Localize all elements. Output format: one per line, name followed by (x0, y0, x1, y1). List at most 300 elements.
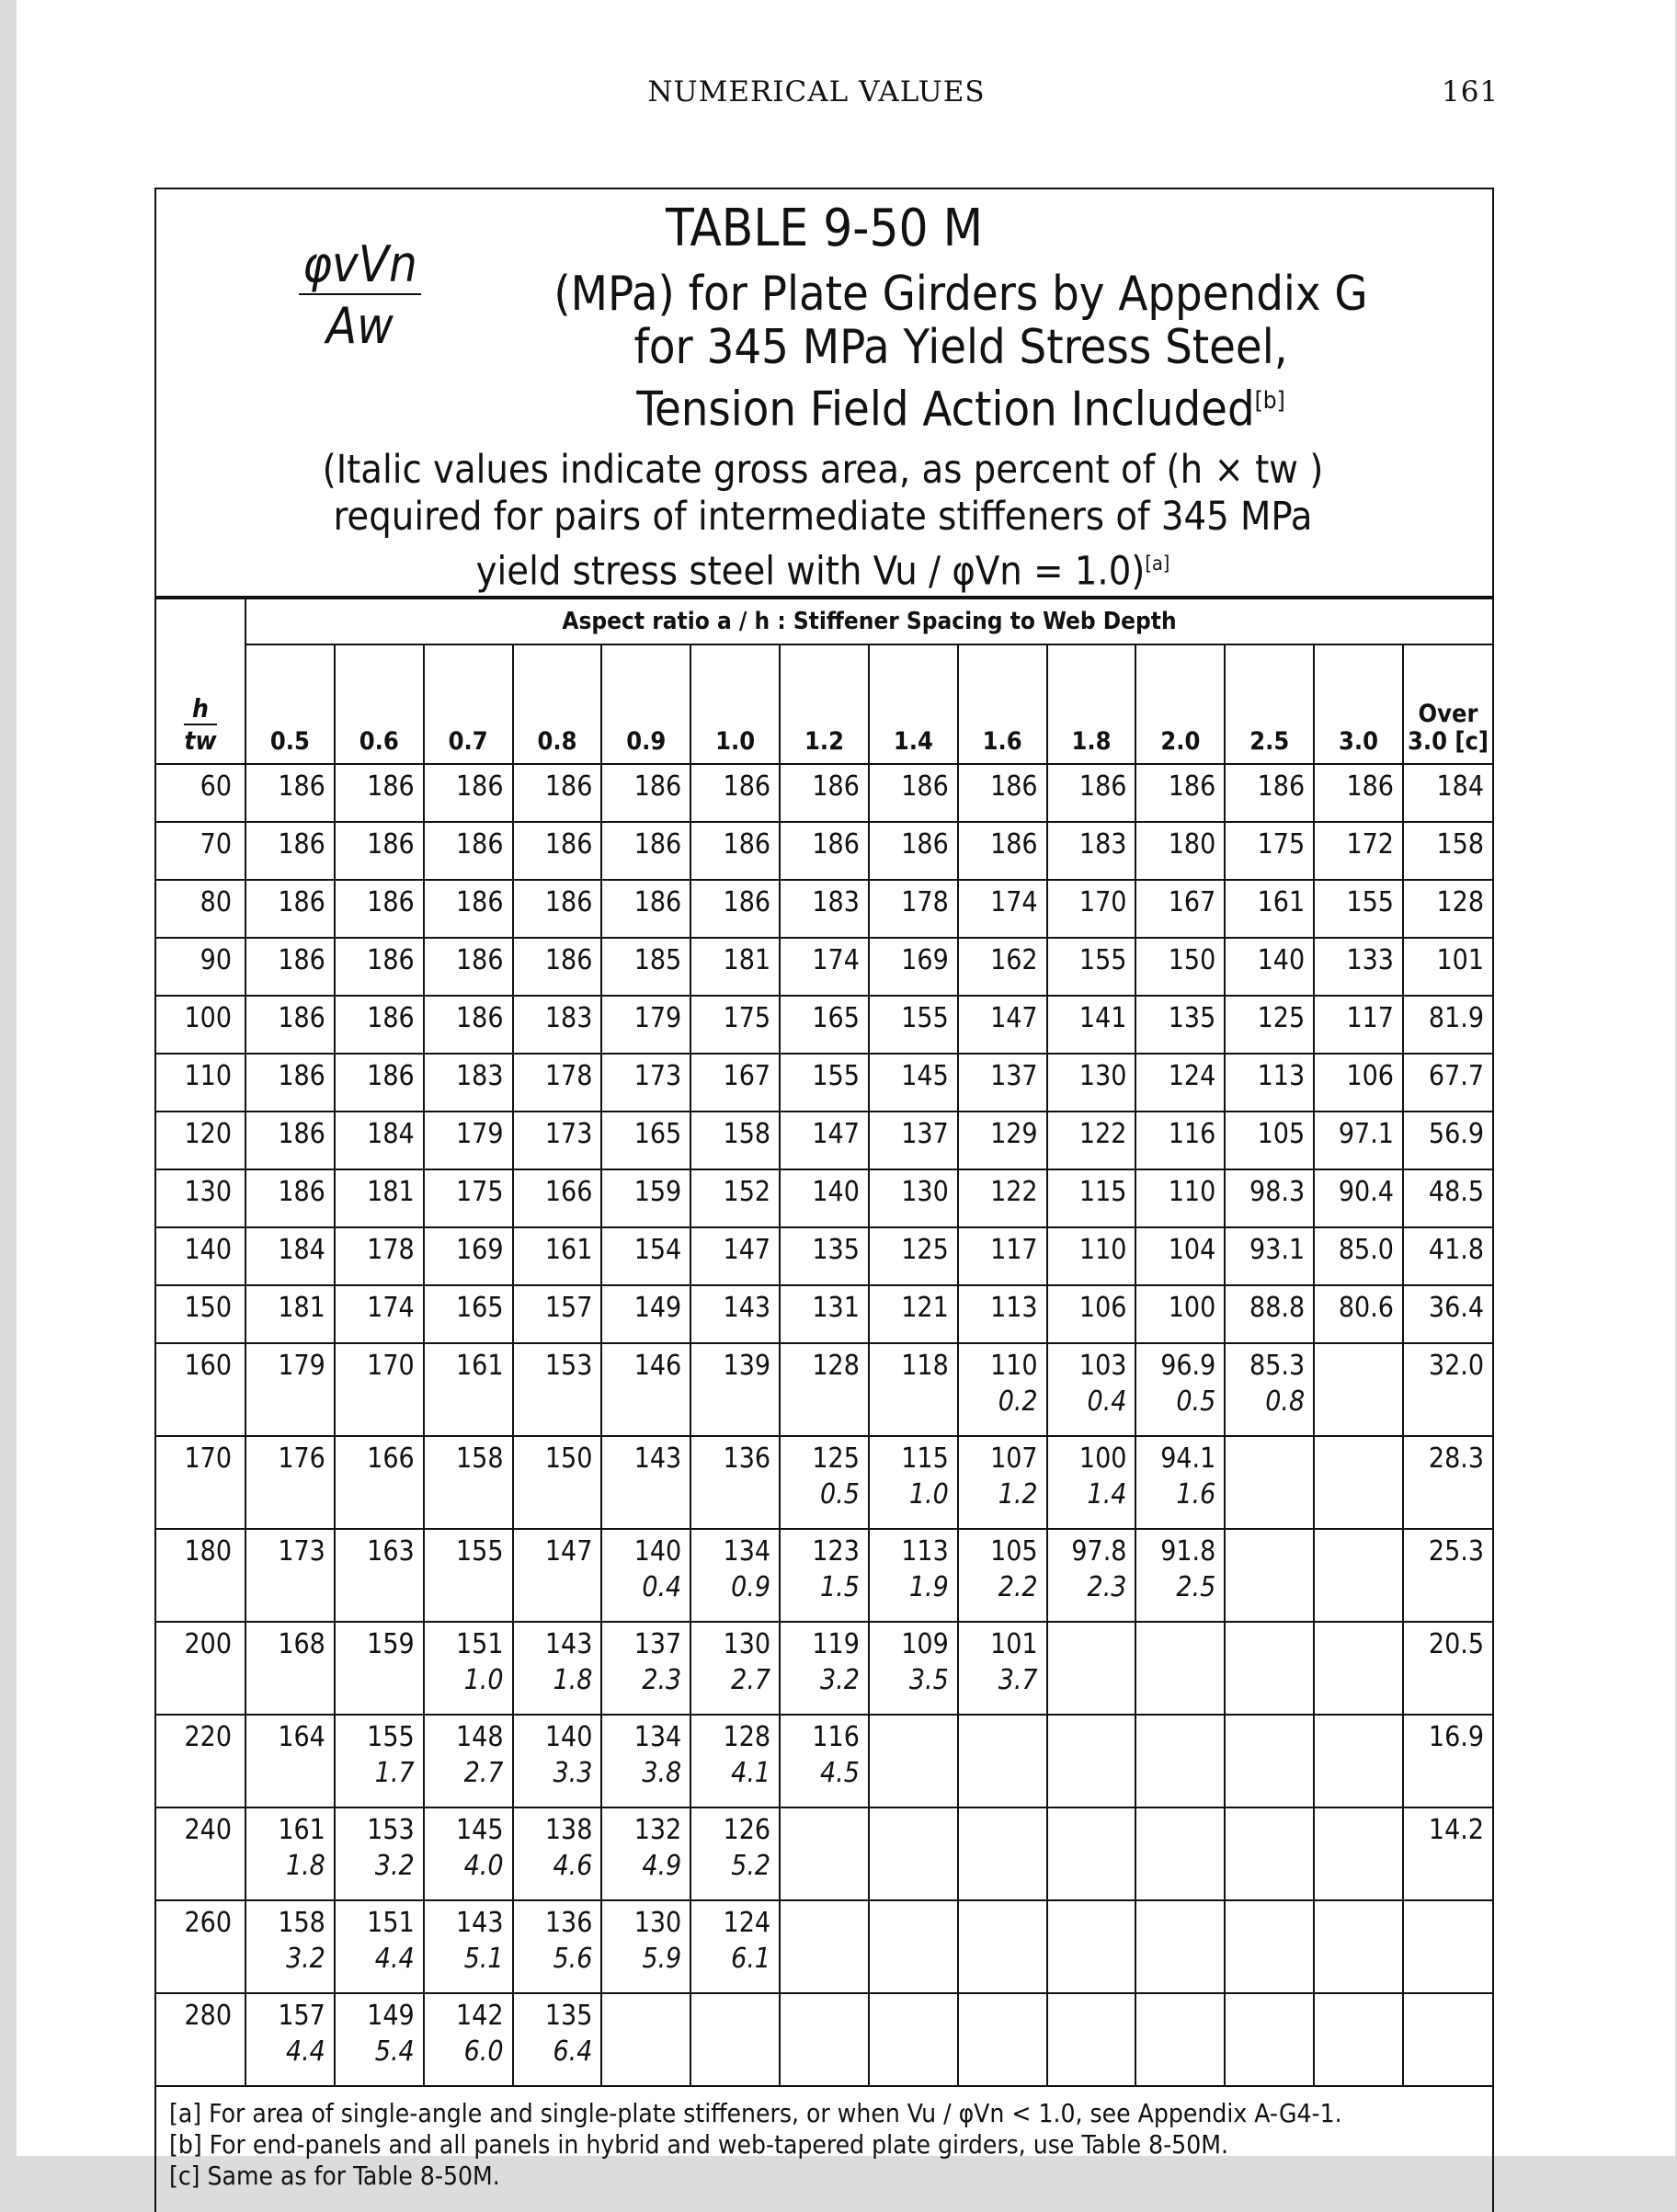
table-row (156, 1993, 1492, 2086)
table-cell (424, 1807, 513, 1900)
stiffener-area-percent: 3.2 (820, 1664, 860, 1696)
table-cell (690, 1807, 780, 1900)
shear-strength-value: 185 (633, 944, 682, 976)
table-cell (780, 1285, 869, 1343)
stiffener-area-percent: 5.1 (463, 1943, 504, 1975)
table-cell (245, 1807, 335, 1900)
table-cell (335, 1169, 424, 1227)
aspect-ratio-header: Aspect ratio a / h : Stiffener Spacing to Web Depth (245, 599, 1492, 644)
table-cell (1314, 1054, 1403, 1112)
table-cell (1047, 1529, 1136, 1622)
table-cell (1225, 764, 1314, 822)
table-row (156, 1807, 1492, 1900)
document-page (17, 0, 1675, 2191)
table-cell (958, 1436, 1047, 1529)
shear-strength-value: 155 (901, 1002, 949, 1034)
row-header-numerator: h (184, 693, 216, 725)
table-cell (1135, 1529, 1225, 1622)
table-cell (780, 1227, 869, 1285)
subtitle-line-3-wrap (432, 374, 1489, 436)
subtitle-line-1: (MPa) for Plate Girders by Appendix G (553, 267, 1368, 322)
table-cell (1225, 1112, 1314, 1169)
shear-strength-value: 170 (367, 1350, 415, 1382)
table-cell (245, 880, 335, 938)
table-cell (513, 996, 602, 1054)
table-subtitle (432, 268, 1489, 436)
stiffener-area-percent: 2.2 (998, 1571, 1038, 1603)
table-cell (601, 822, 690, 880)
table-cell (690, 1112, 780, 1169)
table-cell (424, 1436, 513, 1529)
table-cell (869, 1285, 958, 1343)
shear-strength-value: 179 (278, 1350, 325, 1382)
table-cell (780, 1993, 869, 2086)
table-cell (1403, 1054, 1492, 1112)
table-cell (1314, 1715, 1403, 1807)
stiffener-area-percent: 3.2 (285, 1943, 325, 1975)
shear-strength-value: 186 (367, 828, 415, 861)
shear-strength-value: 184 (278, 1234, 325, 1266)
shear-strength-value: 186 (723, 828, 771, 861)
table-cell (335, 1227, 424, 1285)
table-cell (1047, 1169, 1136, 1227)
shear-strength-value: 94.1 (1160, 1442, 1216, 1475)
shear-strength-value: 134 (633, 1721, 682, 1753)
table-cell (1047, 1993, 1136, 2086)
table-cell (1047, 822, 1136, 880)
stiffener-area-percent: 3.3 (553, 1757, 593, 1789)
table-cell (869, 1227, 958, 1285)
table-cell (1403, 822, 1492, 880)
stiffener-area-percent: 1.6 (1176, 1478, 1216, 1511)
stiffener-area-percent: 1.9 (908, 1571, 949, 1603)
shear-strength-value: 125 (901, 1234, 949, 1266)
shear-strength-value: 186 (1078, 770, 1127, 803)
row-h-over-tw: 160 (156, 1343, 245, 1436)
table-cell (424, 822, 513, 880)
table-cell (690, 1343, 780, 1436)
running-head-title: NUMERICAL VALUES (647, 75, 986, 108)
table-cell (601, 1227, 690, 1285)
table-cell (424, 880, 513, 938)
shear-strength-value: 186 (278, 1060, 325, 1092)
shear-strength-value: 179 (456, 1118, 504, 1150)
table-cell (1403, 1622, 1492, 1715)
shear-strength-fraction (299, 235, 421, 355)
italic-values-note (294, 447, 1352, 595)
stiffener-area-percent: 6.0 (463, 2035, 504, 2068)
table-cell (424, 938, 513, 996)
shear-strength-value: 125 (1257, 1002, 1306, 1034)
shear-strength-value: 186 (544, 944, 593, 976)
shear-strength-value: 186 (367, 1002, 415, 1034)
shear-strength-value: 179 (633, 1002, 682, 1034)
table-cell (958, 938, 1047, 996)
stiffener-area-percent: 3.8 (642, 1757, 682, 1789)
shear-strength-value: 166 (544, 1176, 593, 1208)
stiffener-area-percent: 6.1 (731, 1943, 771, 1975)
shear-strength-value: 115 (1078, 1176, 1127, 1208)
table-cell (869, 1993, 958, 2086)
shear-strength-value: 85.0 (1338, 1234, 1394, 1266)
table-cell (335, 1900, 424, 1993)
table-cell (513, 1169, 602, 1227)
shear-strength-value: 143 (456, 1907, 504, 1939)
table-cell (690, 938, 780, 996)
table-cell (958, 1715, 1047, 1807)
table-cell (1047, 1285, 1136, 1343)
shear-strength-value: 151 (367, 1907, 415, 1939)
table-cell (1403, 1343, 1492, 1436)
column-header: 1.6 (958, 644, 1047, 764)
table-cell (1135, 880, 1225, 938)
column-header: 0.9 (601, 644, 690, 764)
table-cell (690, 1715, 780, 1807)
table-row (156, 1622, 1492, 1715)
table-cell (958, 1054, 1047, 1112)
table-cell (958, 996, 1047, 1054)
table-cell (601, 1715, 690, 1807)
table-cell (335, 1285, 424, 1343)
table-cell (780, 1807, 869, 1900)
shear-strength-value: 110 (990, 1350, 1038, 1382)
table-cell (1135, 1054, 1225, 1112)
shear-strength-value: 170 (1078, 886, 1127, 918)
shear-strength-value: 180 (1168, 828, 1216, 861)
table-cell (869, 764, 958, 822)
table-cell (690, 1436, 780, 1529)
shear-strength-value: 186 (544, 828, 593, 861)
shear-strength-value: 97.1 (1338, 1118, 1394, 1150)
shear-strength-value: 122 (1078, 1118, 1127, 1150)
shear-strength-value: 181 (367, 1176, 415, 1208)
shear-strength-value: 186 (812, 770, 860, 803)
shear-strength-value: 155 (812, 1060, 860, 1092)
table-cell (780, 1112, 869, 1169)
shear-strength-value: 186 (367, 1060, 415, 1092)
shear-strength-value: 148 (456, 1721, 504, 1753)
table-cell (513, 938, 602, 996)
shear-strength-value: 113 (901, 1535, 949, 1568)
table-cell (869, 1343, 958, 1436)
stiffener-area-percent: 4.4 (374, 1943, 415, 1975)
shear-strength-value: 143 (723, 1292, 771, 1324)
table-cell (958, 1622, 1047, 1715)
table-cell (245, 1436, 335, 1529)
footnote-ref-b: [b] (1254, 387, 1285, 415)
stiffener-area-percent: 1.2 (998, 1478, 1038, 1511)
column-header: 3.0 (1314, 644, 1403, 764)
row-h-over-tw: 90 (156, 938, 245, 996)
table-cell (1135, 764, 1225, 822)
row-header-h-over-tw (156, 599, 245, 764)
table-cell (335, 1993, 424, 2086)
stiffener-area-percent: 0.8 (1265, 1385, 1306, 1418)
table-cell (1135, 938, 1225, 996)
table-cell (513, 1807, 602, 1900)
shear-strength-value: 80.6 (1338, 1292, 1394, 1324)
shear-strength-value: 165 (812, 1002, 860, 1034)
shear-strength-value: 137 (633, 1628, 682, 1660)
shear-strength-value: 178 (901, 886, 949, 918)
shear-strength-value: 115 (901, 1442, 949, 1475)
table-cell (424, 764, 513, 822)
shear-strength-value: 97.8 (1071, 1535, 1127, 1568)
footnote-c: [c] Same as for Table 8-50M. (169, 2161, 500, 2191)
table-cell (245, 1900, 335, 1993)
shear-strength-value: 178 (544, 1060, 593, 1092)
shear-strength-value: 149 (367, 2000, 415, 2032)
table-cell (424, 1529, 513, 1622)
table-cell (1225, 822, 1314, 880)
shear-strength-value: 161 (1257, 886, 1306, 918)
shear-strength-value: 165 (633, 1118, 682, 1150)
table-cell (780, 996, 869, 1054)
table-cell (245, 1227, 335, 1285)
table-cell (869, 1529, 958, 1622)
shear-strength-value: 162 (990, 944, 1038, 976)
row-h-over-tw: 260 (156, 1900, 245, 1993)
table-row (156, 1054, 1492, 1112)
table-cell (601, 1343, 690, 1436)
table-cell (869, 996, 958, 1054)
shear-strength-value: 113 (990, 1292, 1038, 1324)
shear-strength-value: 151 (456, 1628, 504, 1660)
shear-strength-value: 91.8 (1160, 1535, 1216, 1568)
table-cell (335, 996, 424, 1054)
shear-strength-value: 166 (367, 1442, 415, 1475)
row-h-over-tw: 240 (156, 1807, 245, 1900)
shear-strength-value: 181 (278, 1292, 325, 1324)
table-cell (601, 880, 690, 938)
stiffener-area-percent: 5.2 (731, 1850, 771, 1882)
stiffener-area-percent: 4.4 (285, 2035, 325, 2068)
shear-strength-value: 186 (544, 770, 593, 803)
shear-strength-value: 90.4 (1338, 1176, 1394, 1208)
shear-strength-value: 139 (723, 1350, 771, 1382)
table-cell (245, 1993, 335, 2086)
table-cell (1314, 1169, 1403, 1227)
shear-strength-value: 128 (1436, 886, 1484, 918)
table-cell (245, 1112, 335, 1169)
shear-strength-value: 175 (456, 1176, 504, 1208)
shear-strength-value: 121 (901, 1292, 949, 1324)
column-header: 2.0 (1135, 644, 1225, 764)
table-cell (1047, 996, 1136, 1054)
shear-strength-value: 158 (1436, 828, 1484, 861)
shear-strength-value: 147 (812, 1118, 860, 1150)
shear-strength-value: 117 (990, 1234, 1038, 1266)
note-line-3: yield stress steel with Vu / φVn = 1.0) (475, 548, 1146, 595)
shear-strength-value: 186 (278, 828, 325, 861)
shear-strength-value: 173 (633, 1060, 682, 1092)
shear-strength-value: 110 (1168, 1176, 1216, 1208)
shear-strength-value: 186 (633, 770, 682, 803)
shear-strength-value: 117 (1346, 1002, 1394, 1034)
table-cell (513, 1622, 602, 1715)
table-cell (958, 822, 1047, 880)
table-cell (1135, 1993, 1225, 2086)
table-cell (1225, 1529, 1314, 1622)
table-cell (245, 996, 335, 1054)
shear-strength-value: 141 (1078, 1002, 1127, 1034)
column-header: 0.5 (245, 644, 335, 764)
table-cell (513, 880, 602, 938)
table-cell (1135, 1285, 1225, 1343)
table-cell (690, 1529, 780, 1622)
table-cell (1314, 822, 1403, 880)
shear-strength-value: 163 (367, 1535, 415, 1568)
table-cell (869, 1807, 958, 1900)
row-h-over-tw: 100 (156, 996, 245, 1054)
shear-strength-value: 128 (812, 1350, 860, 1382)
table-cell (245, 1343, 335, 1436)
column-header: 2.5 (1225, 644, 1314, 764)
shear-strength-value: 116 (812, 1721, 860, 1753)
shear-strength-value: 41.8 (1428, 1234, 1484, 1266)
row-h-over-tw: 220 (156, 1715, 245, 1807)
row-h-over-tw: 130 (156, 1169, 245, 1227)
table-cell (335, 764, 424, 822)
table-cell (1047, 1807, 1136, 1900)
shear-strength-value: 14.2 (1428, 1814, 1484, 1846)
shear-strength-value: 136 (723, 1442, 771, 1475)
shear-strength-value: 25.3 (1428, 1535, 1484, 1568)
table-row (156, 1227, 1492, 1285)
table-row (156, 1285, 1492, 1343)
table-cell (958, 1900, 1047, 1993)
table-cell (690, 1169, 780, 1227)
subtitle-line-2: for 345 MPa Yield Stress Steel, (633, 320, 1288, 375)
shear-strength-value: 100 (1168, 1292, 1216, 1324)
table-cell (1135, 1807, 1225, 1900)
table-cell (601, 764, 690, 822)
stiffener-area-percent: 4.6 (553, 1850, 593, 1882)
table-cell (780, 1343, 869, 1436)
shear-strength-value: 132 (633, 1814, 682, 1846)
table-cell (1047, 764, 1136, 822)
shear-strength-value: 186 (367, 944, 415, 976)
shear-strength-value: 174 (990, 886, 1038, 918)
shear-strength-value: 140 (633, 1535, 682, 1568)
table-cell (1047, 880, 1136, 938)
shear-strength-value: 186 (278, 1176, 325, 1208)
shear-strength-value: 155 (367, 1721, 415, 1753)
table-row (156, 764, 1492, 822)
table-cell (1403, 1900, 1492, 1993)
table-cell (335, 1343, 424, 1436)
table-cell (1135, 1169, 1225, 1227)
shear-strength-value: 186 (990, 828, 1038, 861)
stiffener-area-percent: 2.5 (1176, 1571, 1216, 1603)
shear-strength-value: 173 (278, 1535, 325, 1568)
table-cell (1047, 1622, 1136, 1715)
table-cell (869, 938, 958, 996)
shear-strength-value: 173 (544, 1118, 593, 1150)
table-cell (245, 1285, 335, 1343)
shear-strength-value: 135 (812, 1234, 860, 1266)
table-cell (601, 938, 690, 996)
shear-strength-value: 158 (723, 1118, 771, 1150)
shear-strength-value: 183 (1078, 828, 1127, 861)
shear-strength-value: 176 (278, 1442, 325, 1475)
shear-strength-value: 186 (1346, 770, 1394, 803)
stiffener-area-percent: 5.4 (374, 2035, 415, 2068)
table-row (156, 880, 1492, 938)
table-cell (690, 1622, 780, 1715)
table-cell (690, 764, 780, 822)
column-header: 0.7 (424, 644, 513, 764)
shear-strength-value: 174 (812, 944, 860, 976)
shear-strength-value: 155 (1078, 944, 1127, 976)
table-cell (1225, 1343, 1314, 1436)
table-frame (154, 188, 1494, 2212)
table-cell (1225, 1436, 1314, 1529)
shear-strength-value: 130 (1078, 1060, 1127, 1092)
table-cell (780, 1054, 869, 1112)
table-cell (424, 1054, 513, 1112)
shear-strength-value: 181 (723, 944, 771, 976)
stiffener-area-percent: 6.4 (553, 2035, 593, 2068)
stiffener-area-percent: 1.7 (374, 1757, 415, 1789)
table-cell (335, 938, 424, 996)
shear-strength-value: 186 (1257, 770, 1306, 803)
table-cell (513, 1993, 602, 2086)
table-cell (780, 764, 869, 822)
table-cell (335, 1807, 424, 1900)
shear-strength-value: 178 (367, 1234, 415, 1266)
table-cell (513, 1343, 602, 1436)
shear-strength-value: 138 (544, 1814, 593, 1846)
shear-strength-value: 131 (812, 1292, 860, 1324)
table-cell (1225, 880, 1314, 938)
shear-strength-value: 109 (901, 1628, 949, 1660)
shear-strength-value: 157 (278, 2000, 325, 2032)
table-cell (424, 1112, 513, 1169)
shear-strength-value: 36.4 (1428, 1292, 1484, 1324)
shear-strength-value: 168 (278, 1628, 325, 1660)
stiffener-area-percent: 1.4 (1087, 1478, 1127, 1511)
shear-strength-value: 81.9 (1428, 1002, 1484, 1034)
note-line-3-wrap (294, 541, 1352, 595)
table-cell (1135, 822, 1225, 880)
table-cell (245, 1169, 335, 1227)
shear-strength-value: 107 (990, 1442, 1038, 1475)
table-row (156, 938, 1492, 996)
shear-strength-value: 186 (901, 770, 949, 803)
table-cell (335, 1529, 424, 1622)
table-cell (513, 764, 602, 822)
shear-strength-value: 153 (367, 1814, 415, 1846)
table-cell (245, 1715, 335, 1807)
shear-strength-value: 110 (1078, 1234, 1127, 1266)
table-cell (245, 1529, 335, 1622)
table-cell (780, 822, 869, 880)
shear-strength-value: 164 (278, 1721, 325, 1753)
table-cell (1225, 1285, 1314, 1343)
shear-strength-value: 149 (633, 1292, 682, 1324)
stiffener-area-percent: 4.5 (820, 1757, 860, 1789)
table-cell (958, 1993, 1047, 2086)
table-cell (245, 764, 335, 822)
table-cell (780, 1169, 869, 1227)
table-cell (601, 1622, 690, 1715)
shear-strength-value: 183 (544, 1002, 593, 1034)
shear-strength-value: 161 (456, 1350, 504, 1382)
table-cell (424, 1900, 513, 1993)
column-header: Over 3.0 [c] (1403, 644, 1492, 764)
column-header: 0.6 (335, 644, 424, 764)
